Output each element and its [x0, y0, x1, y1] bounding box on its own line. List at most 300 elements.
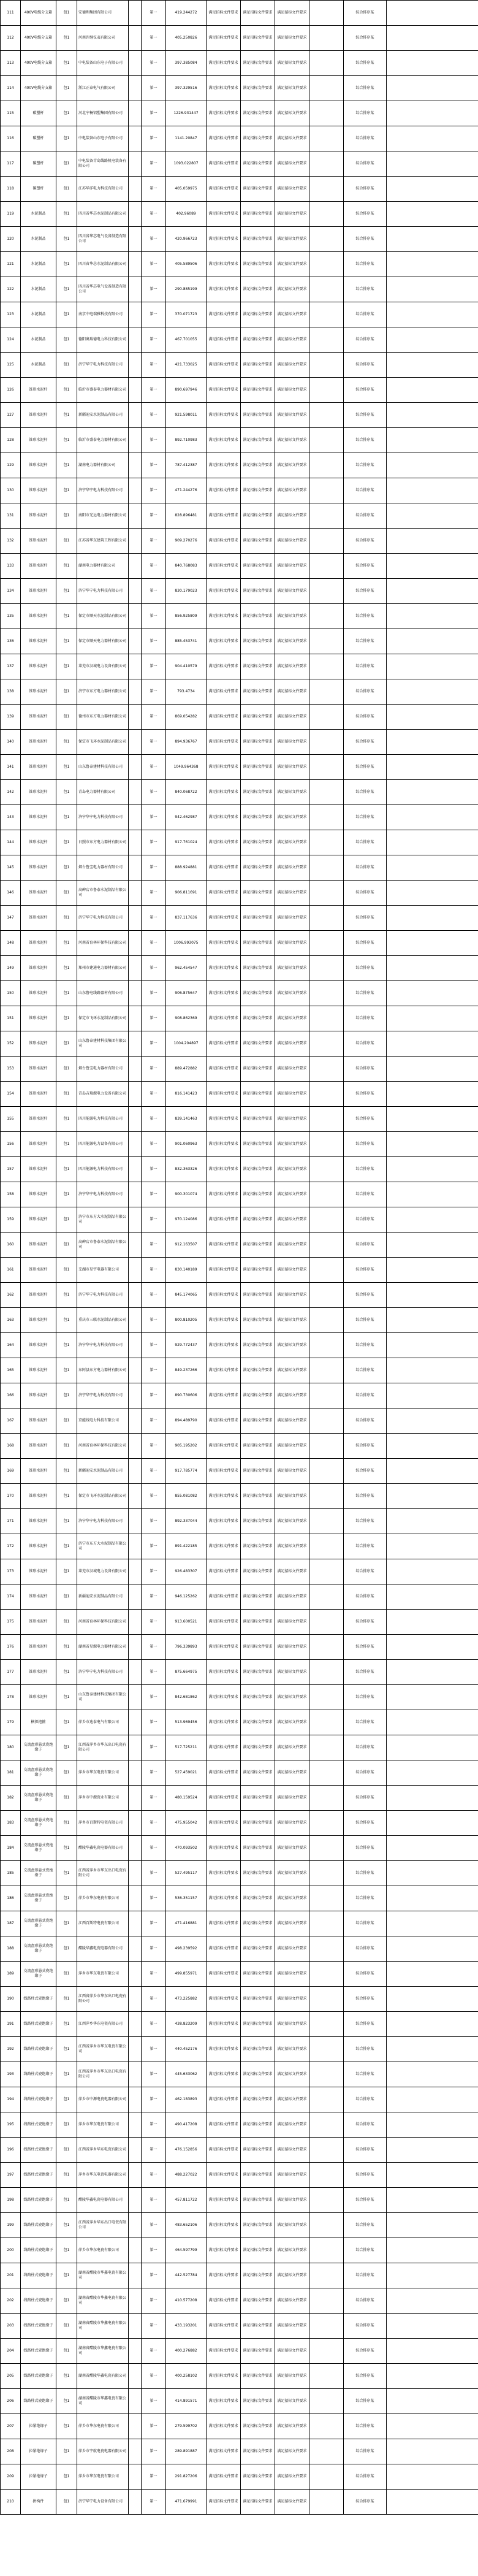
empty-cell [309, 579, 344, 604]
package-number: 包1 [56, 101, 77, 126]
row-number: 153 [1, 1057, 21, 1082]
bid-price: 796.339893 [166, 1635, 207, 1660]
row-number: 128 [1, 428, 21, 453]
bidder-name: 济宁华宁电力科技有限公司 [77, 1509, 129, 1534]
bid-price: 888.924881 [166, 855, 207, 881]
bid-price: 457.811722 [166, 2188, 207, 2213]
empty-cell [387, 2490, 478, 2515]
package-number: 包1 [56, 730, 77, 755]
criterion-2: 满足招标文件要求 [241, 2163, 275, 2188]
empty-cell [309, 503, 344, 529]
evaluation-round: 第一 [142, 2464, 166, 2490]
evaluation-round: 第一 [142, 1057, 166, 1082]
empty-cell [129, 1760, 142, 1786]
bidder-name: 高碑店市鲁泰水泥制品有限公司 [77, 1233, 129, 1258]
package-number: 包1 [56, 1258, 77, 1283]
row-number: 185 [1, 1861, 21, 1886]
empty-cell [309, 403, 344, 428]
evaluation-round: 第一 [142, 906, 166, 931]
package-number: 包1 [56, 1559, 77, 1584]
product-category: 线路柱式瓷绝缘子 [21, 2213, 56, 2238]
empty-cell [129, 1660, 142, 1685]
table-row [1, 1031, 478, 1057]
bid-price: 405.589506 [166, 252, 207, 277]
package-number: 包1 [56, 956, 77, 981]
package-number: 包1 [56, 780, 77, 805]
empty-cell [387, 2339, 478, 2364]
criterion-3: 满足招标文件要求 [275, 780, 309, 805]
criterion-3: 满足招标文件要求 [275, 277, 309, 302]
empty-cell [387, 1258, 478, 1283]
evaluation-method: 综合排序某 [344, 1911, 387, 1936]
product-category: 交流盘形悬式瓷绝缘子 [21, 1786, 56, 1811]
package-number: 包1 [56, 1710, 77, 1735]
row-number: 115 [1, 101, 21, 126]
evaluation-round: 第一 [142, 654, 166, 679]
empty-cell [129, 2263, 142, 2288]
empty-cell [387, 2112, 478, 2138]
evaluation-round: 第一 [142, 1584, 166, 1610]
product-category: 线路柱式瓷绝缘子 [21, 2112, 56, 2138]
row-number: 183 [1, 1811, 21, 1836]
criterion-3: 满足招标文件要求 [275, 51, 309, 76]
package-number: 包1 [56, 1434, 77, 1459]
criterion-3: 满足招标文件要求 [275, 302, 309, 327]
bidder-name: 湖南省醴陵市华鑫电瓷有限公司 [77, 2314, 129, 2339]
bidder-name: 济宁市东方大水泥制品有限公司 [77, 1534, 129, 1559]
evaluation-round: 第一 [142, 881, 166, 906]
table-row [1, 503, 478, 529]
product-category: 锥形水泥杆 [21, 478, 56, 503]
row-number: 141 [1, 755, 21, 780]
row-number: 209 [1, 2464, 21, 2490]
evaluation-round: 第一 [142, 1760, 166, 1786]
row-number: 174 [1, 1584, 21, 1610]
bidder-name: 湖南省醴陵市华鑫电瓷有限公司 [77, 2389, 129, 2414]
criterion-2: 满足招标文件要求 [241, 1082, 275, 1107]
empty-cell [129, 2339, 142, 2364]
criterion-3: 满足招标文件要求 [275, 805, 309, 830]
empty-cell [129, 101, 142, 126]
empty-cell [309, 1836, 344, 1861]
evaluation-method: 综合排序某 [344, 2414, 387, 2439]
empty-cell [387, 2238, 478, 2263]
evaluation-round: 第一 [142, 2213, 166, 2238]
criterion-1: 满足招标文件要求 [207, 755, 241, 780]
evaluation-method: 综合排序某 [344, 1760, 387, 1786]
empty-cell [309, 629, 344, 654]
empty-cell [129, 1534, 142, 1559]
bidder-name: 萍乡市华东电瓷有限公司 [77, 2112, 129, 2138]
evaluation-round: 第一 [142, 1635, 166, 1660]
empty-cell [309, 1082, 344, 1107]
row-number: 204 [1, 2339, 21, 2364]
criterion-2: 满足招标文件要求 [241, 2012, 275, 2037]
bidder-name: 湖南省醴陵华鑫电瓷有限公司 [77, 2364, 129, 2389]
criterion-2: 满足招标文件要求 [241, 202, 275, 227]
package-number: 包1 [56, 2037, 77, 2062]
evaluation-method: 综合排序某 [344, 629, 387, 654]
bidder-name: 浙江正泰电气有限公司 [77, 76, 129, 101]
package-number: 包1 [56, 1283, 77, 1308]
bid-price: 845.174065 [166, 1283, 207, 1308]
bid-price: 1006.993075 [166, 931, 207, 956]
criterion-3: 满足招标文件要求 [275, 126, 309, 151]
evaluation-method: 综合排序某 [344, 453, 387, 478]
empty-cell [309, 2213, 344, 2238]
empty-cell [129, 2414, 142, 2439]
evaluation-method: 综合排序某 [344, 1207, 387, 1233]
row-number: 148 [1, 931, 21, 956]
table-row [1, 1559, 478, 1584]
package-number: 包1 [56, 378, 77, 403]
criterion-2: 满足招标文件要求 [241, 1157, 275, 1182]
row-number: 120 [1, 227, 21, 252]
criterion-3: 满足招标文件要求 [275, 1333, 309, 1358]
empty-cell [309, 1408, 344, 1434]
table-row [1, 353, 478, 378]
empty-cell [129, 1710, 142, 1735]
criterion-1: 满足招标文件要求 [207, 2490, 241, 2515]
package-number: 包1 [56, 76, 77, 101]
criterion-2: 满足招标文件要求 [241, 1283, 275, 1308]
bid-price: 414.891571 [166, 2389, 207, 2414]
table-row [1, 1107, 478, 1132]
evaluation-round: 第一 [142, 805, 166, 830]
criterion-3: 满足招标文件要求 [275, 2490, 309, 2515]
product-category: 拼构件 [21, 2490, 56, 2515]
product-category: 锥形水泥杆 [21, 654, 56, 679]
row-number: 193 [1, 2062, 21, 2087]
criterion-3: 满足招标文件要求 [275, 1031, 309, 1057]
evaluation-method: 综合排序某 [344, 126, 387, 151]
empty-cell [309, 478, 344, 503]
evaluation-round: 第一 [142, 2314, 166, 2339]
evaluation-method: 综合排序某 [344, 1685, 387, 1710]
bid-price: 471.244276 [166, 478, 207, 503]
bid-price: 894.489790 [166, 1408, 207, 1434]
criterion-3: 满足招标文件要求 [275, 1, 309, 26]
empty-cell [309, 1911, 344, 1936]
bidder-name: 济宁华宁电力科技有限公司 [77, 1283, 129, 1308]
evaluation-round: 第一 [142, 202, 166, 227]
empty-cell [129, 51, 142, 76]
table-row [1, 26, 478, 51]
evaluation-method: 综合排序某 [344, 252, 387, 277]
criterion-1: 满足招标文件要求 [207, 1157, 241, 1182]
criterion-3: 满足招标文件要求 [275, 1710, 309, 1735]
criterion-3: 满足招标文件要求 [275, 1207, 309, 1233]
empty-cell [387, 1911, 478, 1936]
criterion-2: 满足招标文件要求 [241, 981, 275, 1006]
criterion-2: 满足招标文件要求 [241, 906, 275, 931]
criterion-2: 满足招标文件要求 [241, 1358, 275, 1383]
evaluation-method: 综合排序某 [344, 101, 387, 126]
row-number: 191 [1, 2012, 21, 2037]
empty-cell [129, 604, 142, 629]
package-number: 包1 [56, 1459, 77, 1484]
evaluation-round: 第一 [142, 76, 166, 101]
criterion-3: 满足招标文件要求 [275, 629, 309, 654]
evaluation-method: 综合排序某 [344, 1157, 387, 1182]
criterion-2: 满足招标文件要求 [241, 1333, 275, 1358]
product-category: 线路柱式瓷绝缘子 [21, 2288, 56, 2314]
evaluation-round: 第一 [142, 2188, 166, 2213]
evaluation-round: 第一 [142, 2112, 166, 2138]
bid-price: 421.733025 [166, 353, 207, 378]
criterion-2: 满足招标文件要求 [241, 126, 275, 151]
empty-cell [309, 1459, 344, 1484]
criterion-3: 满足招标文件要求 [275, 679, 309, 705]
evaluation-method: 综合排序某 [344, 2364, 387, 2389]
criterion-2: 满足招标文件要求 [241, 2062, 275, 2087]
table-row [1, 2263, 478, 2288]
bid-price: 912.163507 [166, 1233, 207, 1258]
package-number: 包1 [56, 1735, 77, 1760]
package-number: 包1 [56, 1534, 77, 1559]
evaluation-round: 第一 [142, 1610, 166, 1635]
row-number: 184 [1, 1836, 21, 1861]
bid-price: 498.239592 [166, 1936, 207, 1962]
empty-cell [387, 679, 478, 705]
criterion-1: 满足招标文件要求 [207, 1132, 241, 1157]
table-row [1, 931, 478, 956]
bidder-name: 日照市东方电力器材有限公司 [77, 830, 129, 855]
product-category: 拉紧绝缘子 [21, 2439, 56, 2464]
empty-cell [129, 1685, 142, 1710]
criterion-1: 满足招标文件要求 [207, 51, 241, 76]
criterion-2: 满足招标文件要求 [241, 2087, 275, 2112]
row-number: 125 [1, 353, 21, 378]
package-number: 包1 [56, 629, 77, 654]
empty-cell [309, 1258, 344, 1283]
empty-cell [387, 2188, 478, 2213]
row-number: 178 [1, 1685, 21, 1710]
bid-price: 410.577208 [166, 2288, 207, 2314]
empty-cell [387, 1233, 478, 1258]
criterion-2: 满足招标文件要求 [241, 1836, 275, 1861]
package-number: 包1 [56, 2339, 77, 2364]
criterion-3: 满足招标文件要求 [275, 1308, 309, 1333]
evaluation-round: 第一 [142, 1333, 166, 1358]
bid-price: 420.966723 [166, 227, 207, 252]
empty-cell [309, 177, 344, 202]
bidder-name: 四川省华芯水泥制品有限公司 [77, 202, 129, 227]
row-number: 117 [1, 151, 21, 177]
bid-price: 1226.931447 [166, 101, 207, 126]
bid-price: 405.059975 [166, 177, 207, 202]
evaluation-round: 第一 [142, 730, 166, 755]
package-number: 包1 [56, 1, 77, 26]
row-number: 155 [1, 1107, 21, 1132]
criterion-3: 满足招标文件要求 [275, 1509, 309, 1534]
evaluation-method: 综合排序某 [344, 780, 387, 805]
criterion-2: 满足招标文件要求 [241, 151, 275, 177]
criterion-3: 满足招标文件要求 [275, 403, 309, 428]
criterion-3: 满足招标文件要求 [275, 227, 309, 252]
package-number: 包1 [56, 227, 77, 252]
evaluation-method: 综合排序某 [344, 1057, 387, 1082]
criterion-1: 满足招标文件要求 [207, 2364, 241, 2389]
criterion-3: 满足招标文件要求 [275, 2188, 309, 2213]
table-row [1, 679, 478, 705]
evaluation-round: 第一 [142, 1962, 166, 1987]
empty-cell [309, 2439, 344, 2464]
product-category: 碳塑杆 [21, 177, 56, 202]
empty-cell [387, 177, 478, 202]
evaluation-method: 综合排序某 [344, 1936, 387, 1962]
table-row [1, 1459, 478, 1484]
bid-price: 889.472882 [166, 1057, 207, 1082]
empty-cell [387, 780, 478, 805]
empty-cell [129, 478, 142, 503]
table-row [1, 1786, 478, 1811]
criterion-1: 满足招标文件要求 [207, 579, 241, 604]
bid-price: 842.681862 [166, 1685, 207, 1710]
bidder-name: 河南许继仪表有限公司 [77, 26, 129, 51]
product-category: 锥形水泥杆 [21, 1459, 56, 1484]
evaluation-round: 第一 [142, 327, 166, 353]
empty-cell [309, 76, 344, 101]
evaluation-round: 第一 [142, 2163, 166, 2188]
empty-cell [129, 2464, 142, 2490]
empty-cell [387, 1735, 478, 1760]
bidder-name: 醴陵华鑫电瓷电器有限公司 [77, 2188, 129, 2213]
row-number: 133 [1, 554, 21, 579]
evaluation-round: 第一 [142, 780, 166, 805]
criterion-2: 满足招标文件要求 [241, 1786, 275, 1811]
table-row [1, 428, 478, 453]
criterion-2: 满足招标文件要求 [241, 1233, 275, 1258]
criterion-2: 满足招标文件要求 [241, 26, 275, 51]
bidder-name: 临沂市盛泰电力器材有限公司 [77, 378, 129, 403]
empty-cell [129, 780, 142, 805]
bid-price: 527.495117 [166, 1861, 207, 1886]
table-row [1, 1358, 478, 1383]
evaluation-round: 第一 [142, 1735, 166, 1760]
criterion-3: 满足招标文件要求 [275, 478, 309, 503]
empty-cell [309, 604, 344, 629]
package-number: 包1 [56, 1006, 77, 1031]
product-category: 锥形水泥杆 [21, 906, 56, 931]
criterion-3: 满足招标文件要求 [275, 1635, 309, 1660]
evaluation-round: 第一 [142, 126, 166, 151]
bidder-name: 山东鲁泰建材科技集团有限公司 [77, 1031, 129, 1057]
evaluation-round: 第一 [142, 1207, 166, 1233]
criterion-2: 满足招标文件要求 [241, 478, 275, 503]
empty-cell [387, 554, 478, 579]
criterion-2: 满足招标文件要求 [241, 453, 275, 478]
product-category: 拉紧绝缘子 [21, 2464, 56, 2490]
row-number: 118 [1, 177, 21, 202]
product-category: 线路柱式瓷绝缘子 [21, 2389, 56, 2414]
bid-price: 462.183893 [166, 2087, 207, 2112]
table-row [1, 855, 478, 881]
bid-price: 291.827206 [166, 2464, 207, 2490]
evaluation-method: 综合排序某 [344, 1886, 387, 1911]
package-number: 包1 [56, 51, 77, 76]
row-number: 187 [1, 1911, 21, 1936]
bidder-name: 新疆迪安水泥制品有限公司 [77, 1459, 129, 1484]
criterion-2: 满足招标文件要求 [241, 2439, 275, 2464]
empty-cell [129, 906, 142, 931]
table-row [1, 2314, 478, 2339]
bid-price: 397.385084 [166, 51, 207, 76]
criterion-1: 满足招标文件要求 [207, 151, 241, 177]
evaluation-round: 第一 [142, 1434, 166, 1459]
bid-price: 856.925809 [166, 604, 207, 629]
criterion-1: 满足招标文件要求 [207, 1660, 241, 1685]
criterion-2: 满足招标文件要求 [241, 1408, 275, 1434]
evaluation-method: 综合排序某 [344, 2288, 387, 2314]
table-row [1, 830, 478, 855]
row-number: 170 [1, 1484, 21, 1509]
package-number: 包1 [56, 1082, 77, 1107]
table-row [1, 780, 478, 805]
evaluation-method: 综合排序某 [344, 2238, 387, 2263]
product-category: 锥形水泥杆 [21, 730, 56, 755]
evaluation-method: 综合排序某 [344, 428, 387, 453]
bid-price: 942.462987 [166, 805, 207, 830]
product-category: 锥形水泥杆 [21, 679, 56, 705]
bidder-name: 烟台鲁宝电力器材有限公司 [77, 855, 129, 881]
evaluation-round: 第一 [142, 981, 166, 1006]
bidder-name: 萍乡市华东电瓷有限公司 [77, 2238, 129, 2263]
evaluation-round: 第一 [142, 1383, 166, 1408]
criterion-2: 满足招标文件要求 [241, 604, 275, 629]
criterion-1: 满足招标文件要求 [207, 2464, 241, 2490]
product-category: 线路柱式瓷绝缘子 [21, 2138, 56, 2163]
package-number: 包1 [56, 403, 77, 428]
empty-cell [387, 1836, 478, 1861]
criterion-3: 满足招标文件要求 [275, 1987, 309, 2012]
package-number: 包1 [56, 126, 77, 151]
empty-cell [309, 1760, 344, 1786]
criterion-3: 满足招标文件要求 [275, 1685, 309, 1710]
evaluation-round: 第一 [142, 629, 166, 654]
empty-cell [387, 1132, 478, 1157]
criterion-3: 满足招标文件要求 [275, 1735, 309, 1760]
table-row [1, 604, 478, 629]
row-number: 127 [1, 403, 21, 428]
empty-cell [387, 2364, 478, 2389]
criterion-1: 满足招标文件要求 [207, 503, 241, 529]
evaluation-round: 第一 [142, 1358, 166, 1383]
evaluation-method: 综合排序某 [344, 529, 387, 554]
package-number: 包1 [56, 26, 77, 51]
evaluation-method: 综合排序某 [344, 76, 387, 101]
empty-cell [129, 1283, 142, 1308]
row-number: 190 [1, 1987, 21, 2012]
criterion-1: 满足招标文件要求 [207, 2314, 241, 2339]
package-number: 包1 [56, 2414, 77, 2439]
table-row [1, 1660, 478, 1685]
product-category: 交流盘形悬式瓷绝缘子 [21, 1886, 56, 1911]
empty-cell [309, 1031, 344, 1057]
criterion-1: 满足招标文件要求 [207, 2389, 241, 2414]
evaluation-method: 综合排序某 [344, 679, 387, 705]
row-number: 196 [1, 2138, 21, 2163]
empty-cell [129, 2364, 142, 2389]
empty-cell [129, 1434, 142, 1459]
criterion-1: 满足招标文件要求 [207, 1057, 241, 1082]
evaluation-round: 第一 [142, 2339, 166, 2364]
row-number: 119 [1, 202, 21, 227]
product-category: 锥形水泥杆 [21, 1207, 56, 1233]
empty-cell [309, 2263, 344, 2288]
evaluation-round: 第一 [142, 2012, 166, 2037]
empty-cell [309, 755, 344, 780]
